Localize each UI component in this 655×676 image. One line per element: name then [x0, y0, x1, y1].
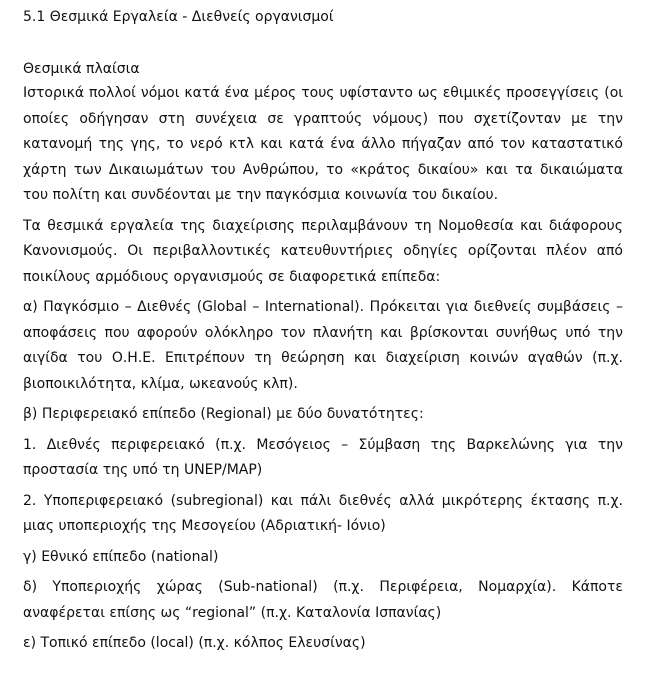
paragraph-tools: Τα θεσμικά εργαλεία της διαχείρισης περιλαμβάνουν τη Νομοθεσία και διάφορους Κανονισμούς. Οι περιβαλλοντικές κατευθυντήριες οδηγίες ορίζονται πλέον από ποικίλους αρμόδιους οργανισμούς σε διαφορετικά επίπεδα: — [23, 217, 623, 285]
list-item-local: ε) Τοπικό επίπεδο (local) (π.χ. κόλπος Ελευσίνας) — [23, 635, 366, 651]
list-item-regional: β) Περιφερειακό επίπεδο (Regional) με δύο δυνατότητες: — [23, 406, 424, 422]
list-item-national: γ) Εθνικό επίπεδο (national) — [23, 548, 219, 565]
document-page — [23, 0, 623, 657]
section-title: 5.1 Θεσμικά Εργαλεία - Διεθνείς οργανισμοί — [23, 9, 334, 25]
list-item-subregional: 2. Υποπεριφερειακό (subregional) και πάλι διεθνές αλλά μικρότερης έκτασης π.χ. μιας υποπεριοχής της Μεσογείου (Αδριατική- Ιόνιο) — [23, 492, 623, 534]
list-item-global: α) Παγκόσμιο – Διεθνές (Global – International). Πρόκειται για διεθνείς συμβάσεις – αποφάσεις που αφορούν ολόκληρο τον πλανήτη και βρίσκονται συνήθως υπό την αιγίδα του Ο.Η.Ε. Επιτρέπουν τη θεώρηση και διαχείριση κοινών αγαθών (π.χ. βιοποικιλότητα, κλίμα, ωκεανούς κλπ). — [23, 299, 623, 392]
list-item-international-regional: 1. Διεθνές περιφερειακό (π.χ. Μεσόγειος – Σύμβαση της Βαρκελώνης για την προστασία της υπό τη UNEP/MAP) — [23, 436, 623, 478]
subsection-title: Θεσμικά πλαίσια — [23, 61, 140, 77]
list-item-subnational: δ) Υποπεριοχής χώρας (Sub-national) (π.χ. Περιφέρεια, Νομαρχία). Κάποτε αναφέρεται επίσης ως “regional” (π.χ. Καταλονία Ισπανίας) — [23, 579, 623, 621]
paragraph-history: Ιστορικά πολλοί νόμοι κατά ένα μέρος τους υφίσταντο ως εθιμικές προσεγγίσεις (οι οποίες οδήγησαν στη συνέχεια σε γραπτούς νόμους) που σχετίζονταν με την κατανομή της γης, το νερό κτλ και κατά ένα άλλο πήγαζαν από τον καταστατικό χάρτη των Δικαιωμάτων του Ανθρώπου, το «κράτος δικαίου» και τα δικαιώματα του πολίτη και συνδέονται με την παγκόσμια κοινωνία του δικαίου. — [23, 85, 623, 203]
